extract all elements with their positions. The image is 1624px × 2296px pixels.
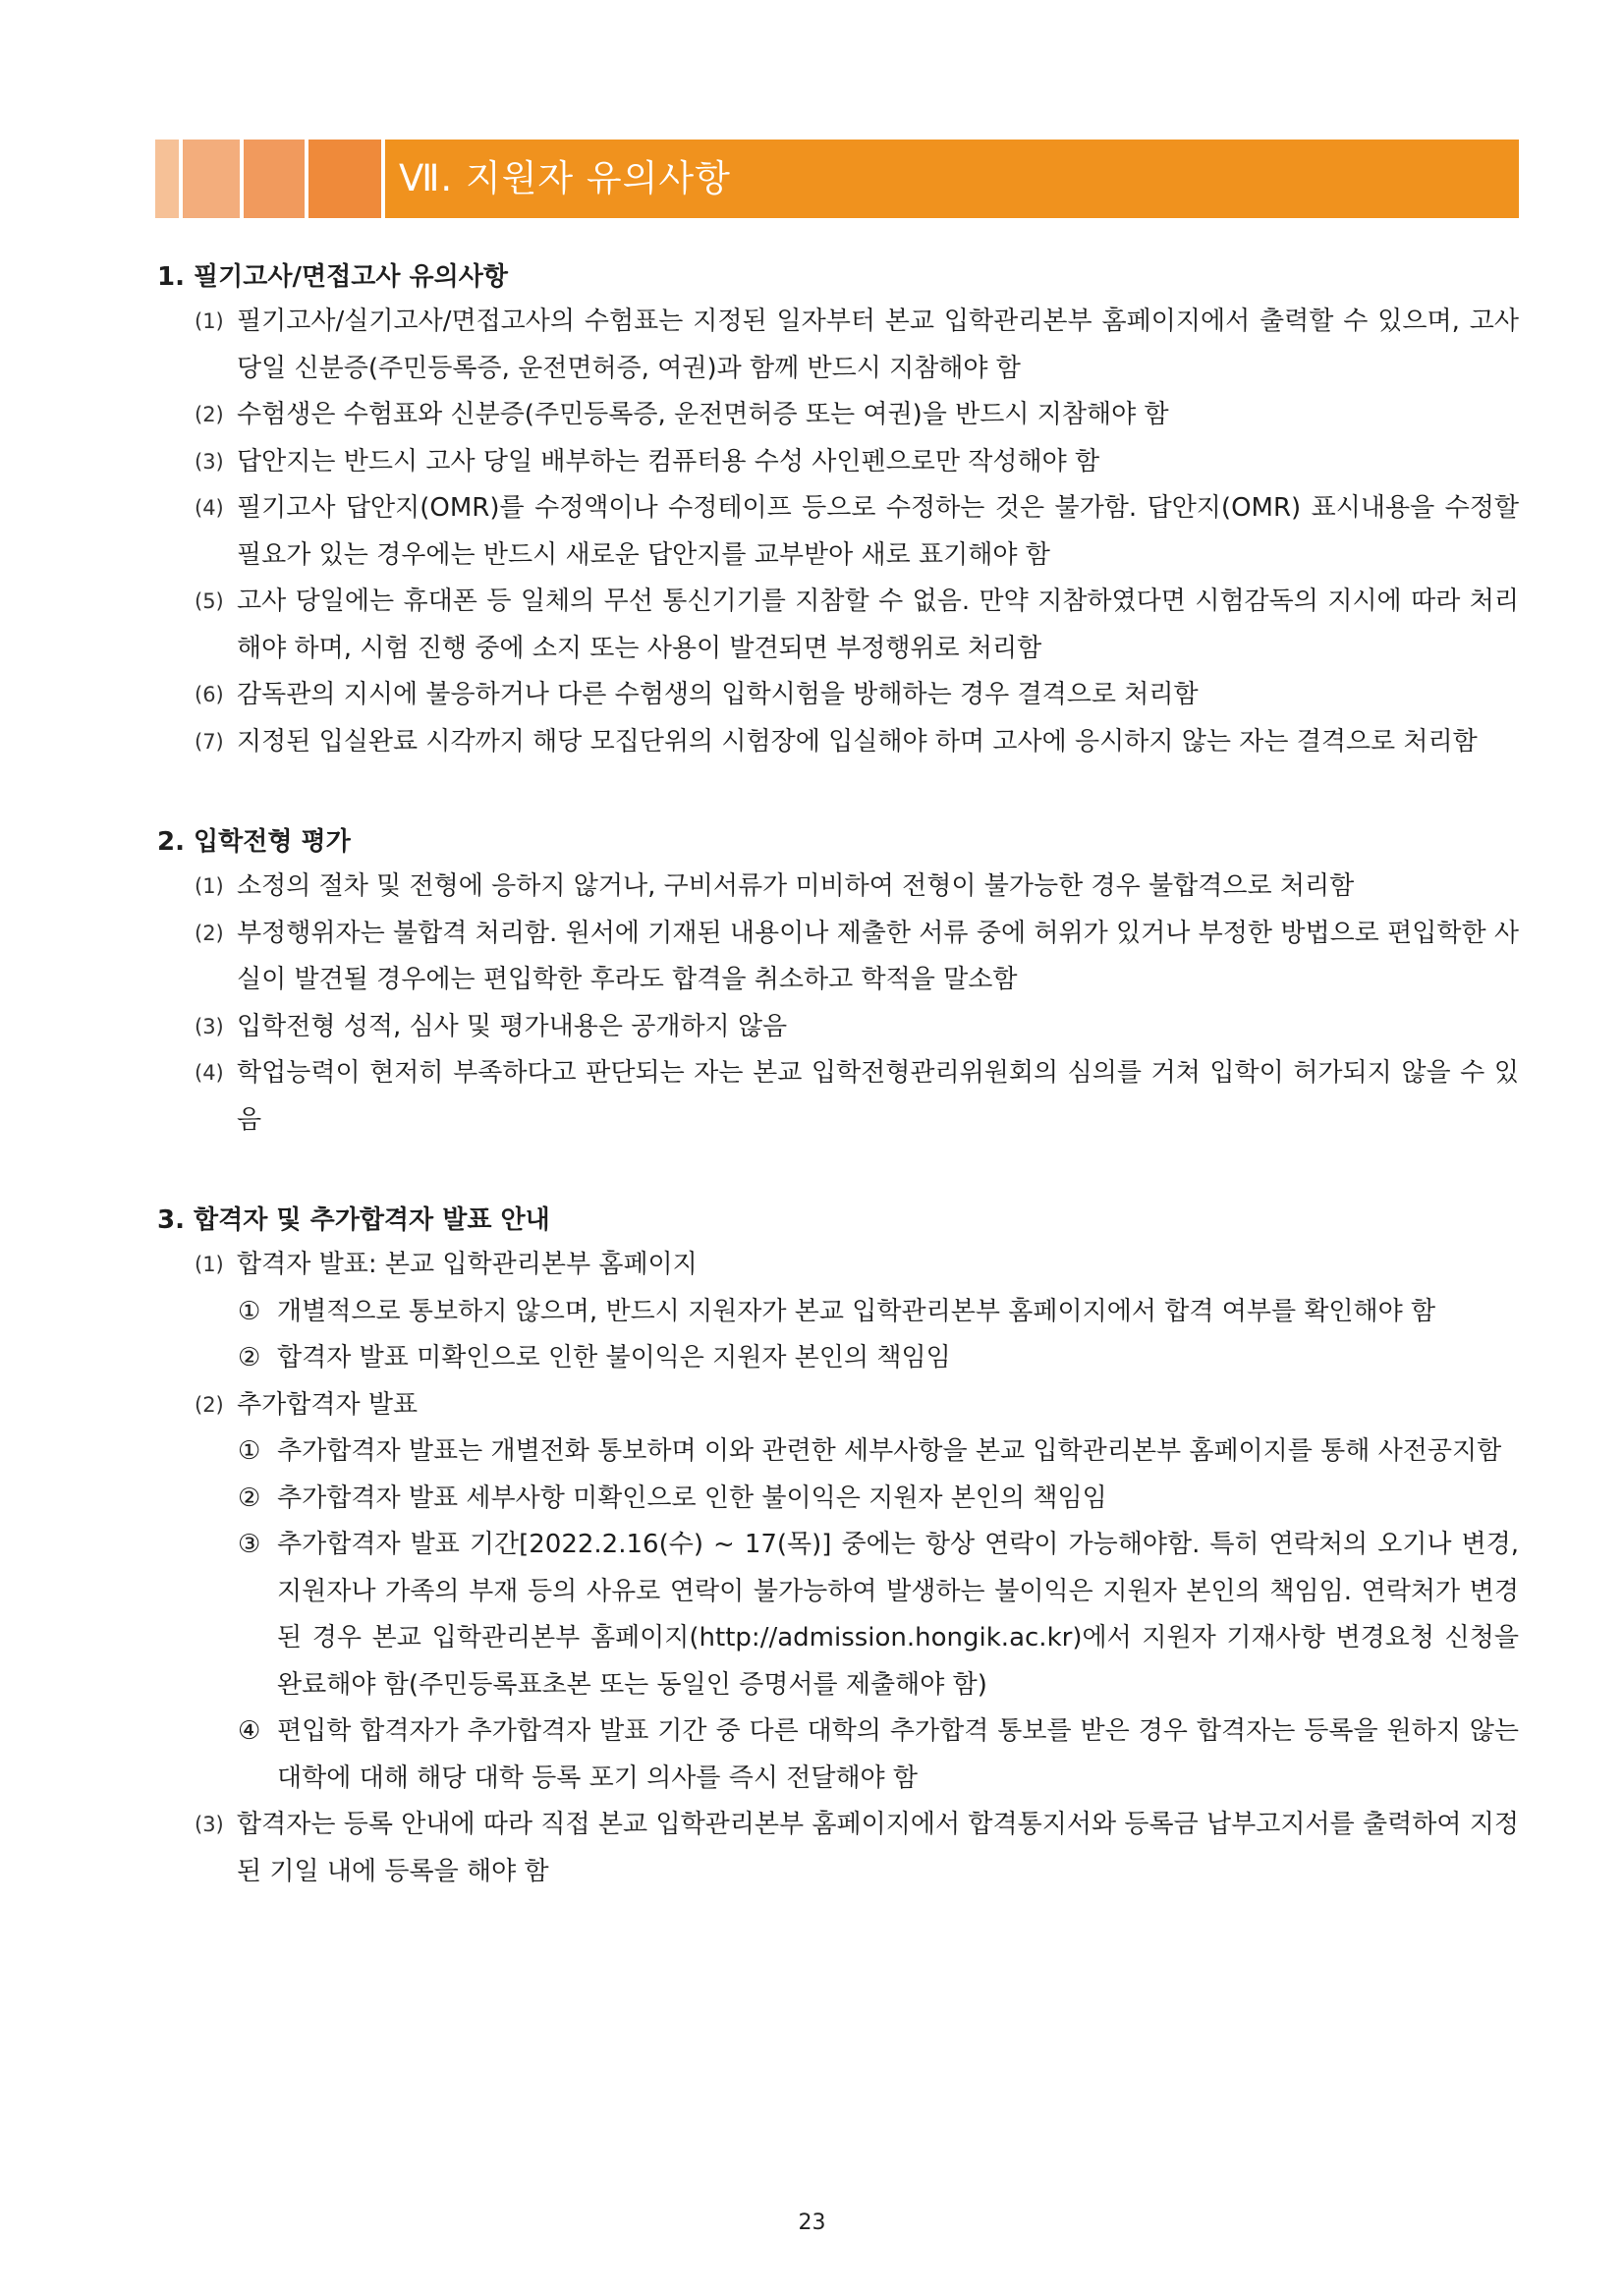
item-number: (1) [195,309,224,333]
section-evaluation [157,820,1519,1144]
item-text: 학업능력이 현저히 부족하다고 판단되는 자는 본교 입학전형관리위원회의 심의를 거쳐 입학이 허가되지 않을 수 있음 [237,1058,1519,1135]
sub-list-item [157,1522,1519,1708]
item-text: 수험생은 수험표와 신분증(주민등록증, 운전면허증 또는 여권)을 반드시 지참해야 함 [237,400,1169,429]
page-number: 23 [798,2211,826,2235]
item-text: 추가합격자 발표 [237,1389,419,1420]
item-number: (4) [195,1061,224,1085]
banner-decor-block [155,140,179,218]
item-number: (3) [195,449,224,474]
item-text: 필기고사/실기고사/면접고사의 수험표는 지정된 일자부터 본교 입학관리본부 홈페이지에서 출력할 수 있으며, 고사 당일 신분증(주민등록증, 운전면허증, 여권)과 함께 반드시 지참해야 함 [237,307,1519,383]
page-title: Ⅶ. 지원자 유의사항 [399,157,731,199]
section-title: 3. 합격자 및 추가합격자 발표 안내 [157,1205,550,1235]
sub-list-item [157,1708,1519,1802]
list-item [157,392,1519,439]
item-text: 입학전형 성적, 심사 및 평가내용은 공개하지 않음 [237,1011,788,1041]
item-number: (3) [195,1813,224,1836]
list-item [157,299,1519,392]
sub-item-text: 추가합격자 발표 기간[2022.2.16(수) ~ 17(목)] 중에는 항상 연락이 가능해야함. 특히 연락처의 오기나 변경, 지원자나 가족의 부재 등의 사유로 연락이 불가능하여 발생하는 불이익은 지원자 본인의 책임임. 연락처가 변경된 경우 본교 입학관리본부 홈페이지(http://admission.hongik.ac.kr)에서 지원자 기재사항 변경요청 신청을 완료해야 함(주민등록표초본 또는 동일인 증명서를 제출해야 함) [277,1530,1519,1700]
sub-item-number: ① [238,1436,261,1466]
list-item [157,911,1519,1004]
list-item [157,439,1519,486]
list-item [157,672,1519,719]
item-number: (2) [195,921,224,945]
sub-item-number: ② [238,1343,261,1372]
item-text: 답안지는 반드시 고사 당일 배부하는 컴퓨터용 수성 사인펜으로만 작성해야 함 [237,446,1100,476]
item-text: 부정행위자는 불합격 처리함. 원서에 기재된 내용이나 제출한 서류 중에 허위가 있거나 부정한 방법으로 편입학한 사실이 발견될 경우에는 편입학한 후라도 합격을 취소하고 학적을 말소함 [237,918,1519,994]
item-number: (6) [195,683,224,706]
banner-decor-block [308,140,381,218]
item-text: 고사 당일에는 휴대폰 등 일체의 무선 통신기기를 지참할 수 없음. 만약 지참하였다면 시험감독의 지시에 따라 처리해야 하며, 시험 진행 중에 소지 또는 사용이 발견되면 부정행위로 처리함 [237,587,1519,663]
item-number: (1) [195,874,224,898]
item-number: (2) [195,403,224,426]
list-item [157,864,1519,911]
section-spacer [157,765,1519,820]
sub-item-number: ② [238,1483,261,1513]
list-item [157,1242,1519,1289]
item-number: (4) [195,496,224,520]
list-item [157,719,1519,766]
sub-item-number: ③ [238,1530,261,1559]
list-item [157,1004,1519,1051]
sub-list-item [157,1428,1519,1476]
list-item [157,485,1519,579]
sub-list-item [157,1335,1519,1382]
list-item [157,1382,1519,1429]
sub-list-item [157,1289,1519,1336]
list-item [157,1050,1519,1144]
sub-list-item [157,1476,1519,1523]
item-text: 합격자는 등록 안내에 따라 직접 본교 입학관리본부 홈페이지에서 합격통지서와 등록금 납부고지서를 출력하여 지정된 기일 내에 등록을 해야 함 [237,1810,1519,1886]
sub-item-number: ④ [238,1716,261,1746]
sub-item-number: ① [238,1296,261,1326]
section-title: 2. 입학전형 평가 [157,827,351,857]
item-text: 소정의 절차 및 전형에 응하지 않거나, 구비서류가 미비하여 전형이 불가능한 경우 불합격으로 처리함 [237,871,1355,901]
item-number: (5) [195,589,224,613]
sub-item-text: 합격자 발표 미확인으로 인한 불이익은 지원자 본인의 책임임 [277,1343,951,1372]
list-item [157,1802,1519,1895]
sub-item-text: 추가합격자 발표는 개별전화 통보하며 이와 관련한 세부사항을 본교 입학관리본부 홈페이지를 통해 사전공지함 [277,1436,1502,1466]
list-item [157,579,1519,672]
item-text: 지정된 입실완료 시각까지 해당 모집단위의 시험장에 입실해야 하며 고사에 응시하지 않는 자는 결격으로 처리함 [237,726,1478,756]
sub-item-text: 개별적으로 통보하지 않으며, 반드시 지원자가 본교 입학관리본부 홈페이지에서 합격 여부를 확인해야 함 [277,1296,1436,1326]
section-title: 1. 필기고사/면접고사 유의사항 [157,262,508,292]
banner-decor-block [244,140,305,218]
sub-item-text: 추가합격자 발표 세부사항 미확인으로 인한 불이익은 지원자 본인의 책임임 [277,1483,1107,1513]
section-announcement [157,1199,1519,1895]
item-text: 감독관의 지시에 불응하거나 다른 수험생의 입학시험을 방해하는 경우 결격으로 처리함 [237,680,1199,709]
item-number: (2) [195,1392,224,1417]
item-text: 필기고사 답안지(OMR)를 수정액이나 수정테이프 등으로 수정하는 것은 불가함. 답안지(OMR) 표시내용을 수정할 필요가 있는 경우에는 반드시 새로운 답안지를 교부받아 새로 표기해야 함 [237,493,1519,570]
section-spacer [157,1144,1519,1199]
item-text: 합격자 발표: 본교 입학관리본부 홈페이지 [237,1250,698,1279]
item-number: (3) [195,1014,224,1038]
banner-decor-block [183,140,240,218]
item-number: (7) [195,729,224,754]
item-number: (1) [195,1253,224,1276]
section-exam-notes [157,255,1519,765]
document-body [157,255,1519,1895]
sub-item-text: 편입학 합격자가 추가합격자 발표 기간 중 다른 대학의 추가합격 통보를 받은 경우 합격자는 등록을 원하지 않는 대학에 대해 해당 대학 등록 포기 의사를 즉시 전달해야 함 [277,1716,1519,1793]
section-header-banner [155,140,1519,218]
